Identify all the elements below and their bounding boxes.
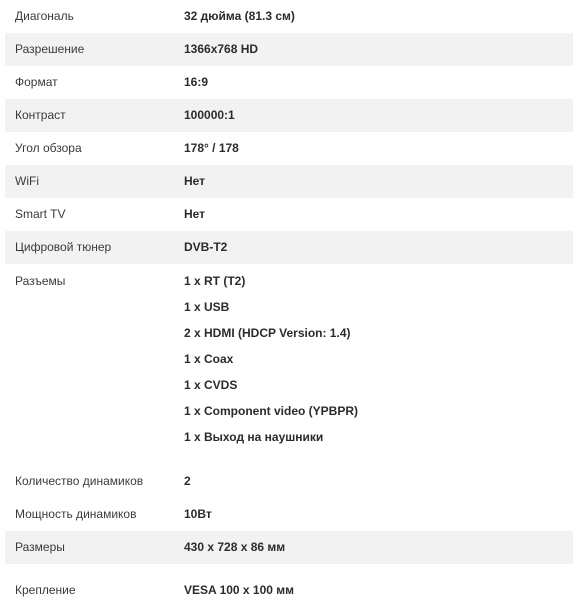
spec-label: Разрешение xyxy=(15,42,85,56)
spec-row-contrast xyxy=(5,99,573,132)
spec-value: 10Вт xyxy=(184,507,212,521)
spec-value: 1366x768 HD xyxy=(184,42,259,56)
connector-item: 1 x RT (T2) xyxy=(184,274,246,288)
spec-row-smart-tv xyxy=(5,198,573,231)
spec-value-list xyxy=(177,268,573,450)
spec-value: DVB-T2 xyxy=(184,240,228,254)
spec-value: 32 дюйма (81.3 см) xyxy=(184,9,295,23)
spec-row-viewing-angle xyxy=(5,132,573,165)
spec-row-dimensions xyxy=(5,531,573,564)
spec-value: VESA 100 x 100 мм xyxy=(184,583,295,597)
spec-label: WiFi xyxy=(15,174,39,188)
spec-row-mount xyxy=(5,576,573,605)
spec-row-speaker-count xyxy=(5,465,573,498)
spec-label: Угол обзора xyxy=(15,141,82,155)
connector-item: 1 x CVDS xyxy=(184,378,238,392)
spec-row-diagonal xyxy=(5,0,573,33)
spec-label: Контраст xyxy=(15,108,66,122)
spec-value: 178° / 178 xyxy=(184,141,239,155)
connector-item: 1 x Выход на наушники xyxy=(184,430,324,444)
spec-row-connectors xyxy=(5,264,573,465)
spec-value: Нет xyxy=(184,207,206,221)
connector-item: 1 x USB xyxy=(184,300,230,314)
spec-value: 100000:1 xyxy=(184,108,235,122)
spec-value: Нет xyxy=(184,174,206,188)
spec-row-wifi xyxy=(5,165,573,198)
spec-value: 16:9 xyxy=(184,75,209,89)
spec-value: 2 xyxy=(184,474,191,488)
spec-label: Крепление xyxy=(15,583,76,597)
connector-item: 1 x Coax xyxy=(184,352,234,366)
spec-row-digital-tuner xyxy=(5,231,573,264)
row-spacer xyxy=(5,564,573,576)
spec-label: Разъемы xyxy=(15,274,66,288)
spec-label: Smart TV xyxy=(15,207,66,221)
spec-row-resolution xyxy=(5,33,573,66)
spec-label: Цифровой тюнер xyxy=(15,240,112,254)
spec-value: 430 x 728 x 86 мм xyxy=(184,540,286,554)
spec-label: Формат xyxy=(15,75,58,89)
spec-label: Количество динамиков xyxy=(15,474,144,488)
spec-label: Диагональ xyxy=(15,9,74,23)
spec-label: Мощность динамиков xyxy=(15,507,137,521)
spec-row-format xyxy=(5,66,573,99)
connector-item: 1 x Component video (YPBPR) xyxy=(184,404,359,418)
spec-label: Размеры xyxy=(15,540,65,554)
connector-item: 2 x HDMI (HDCP Version: 1.4) xyxy=(184,326,351,340)
spec-row-speaker-power xyxy=(5,498,573,531)
specs-table xyxy=(5,0,573,605)
